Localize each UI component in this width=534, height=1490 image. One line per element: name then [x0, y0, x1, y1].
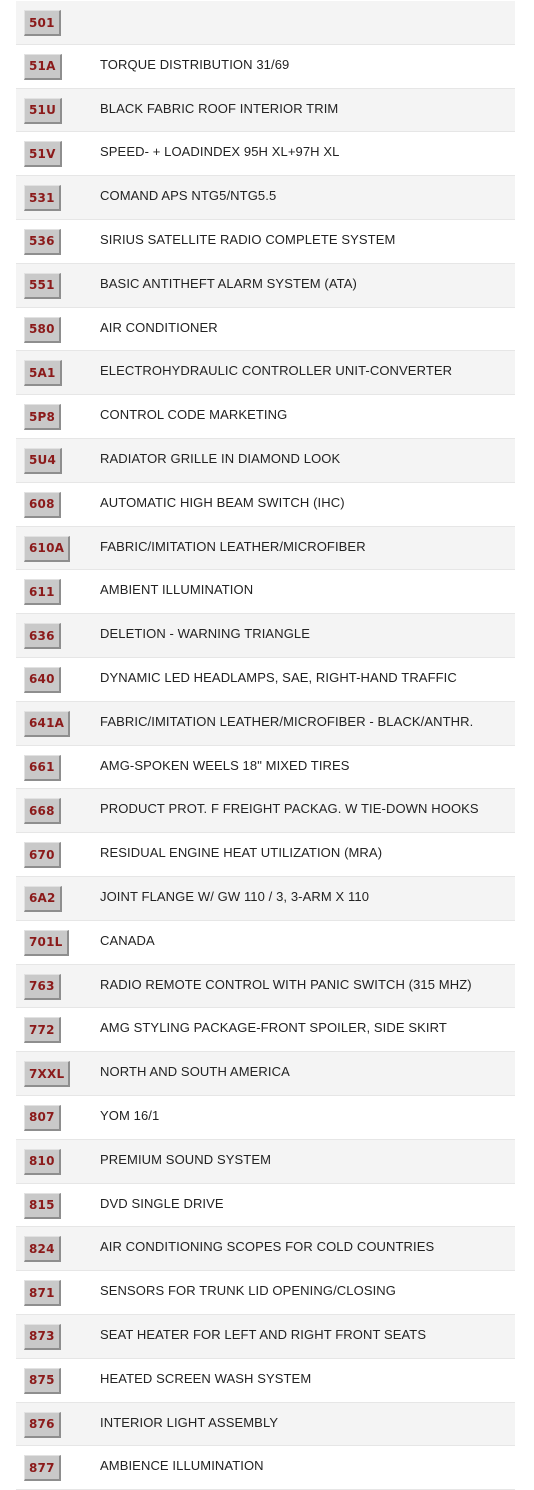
- option-code-button[interactable]: 531: [24, 185, 61, 211]
- table-row: [16, 570, 515, 614]
- table-row: [16, 1140, 515, 1184]
- option-description: CANADA: [100, 932, 155, 948]
- table-row: [16, 877, 515, 921]
- option-code-button[interactable]: 810: [24, 1149, 61, 1175]
- option-code-button[interactable]: 877: [24, 1455, 61, 1481]
- table-row: [16, 1359, 515, 1403]
- option-code-button[interactable]: 6A2: [24, 886, 62, 912]
- table-row: [16, 1096, 515, 1140]
- table-row: [16, 789, 515, 833]
- table-row: [16, 89, 515, 133]
- table-row: [16, 351, 515, 395]
- option-code-button[interactable]: 670: [24, 842, 61, 868]
- option-description: RADIO REMOTE CONTROL WITH PANIC SWITCH (315 MHZ): [100, 976, 472, 992]
- option-description: RADIATOR GRILLE IN DIAMOND LOOK: [100, 450, 341, 466]
- table-row: [16, 264, 515, 308]
- option-description: RESIDUAL ENGINE HEAT UTILIZATION (MRA): [100, 845, 383, 861]
- option-code-button[interactable]: 5A1: [24, 360, 62, 386]
- table-row: [16, 614, 515, 658]
- table-row: [16, 1052, 515, 1096]
- option-description: BLACK FABRIC ROOF INTERIOR TRIM: [100, 100, 339, 116]
- option-description: CONTROL CODE MARKETING: [100, 407, 288, 423]
- option-description: PRODUCT PROT. F FREIGHT PACKAG. W TIE-DOWN HOOKS: [100, 801, 479, 817]
- table-row: [16, 527, 515, 571]
- option-description: SPEED- + LOADINDEX 95H XL+97H XL: [100, 144, 340, 160]
- table-row: [16, 1, 515, 45]
- option-description: AMBIENT ILLUMINATION: [100, 582, 254, 598]
- option-code-button[interactable]: 807: [24, 1105, 61, 1131]
- option-code-button[interactable]: 580: [24, 317, 61, 343]
- option-description: JOINT FLANGE W/ GW 110 / 3, 3-ARM X 110: [100, 888, 370, 904]
- option-description: AUTOMATIC HIGH BEAM SWITCH (IHC): [100, 494, 345, 510]
- option-code-button[interactable]: 824: [24, 1236, 61, 1262]
- table-row: [16, 132, 515, 176]
- option-description: ELECTROHYDRAULIC CONTROLLER UNIT-CONVERTER: [100, 363, 453, 379]
- option-code-button[interactable]: 668: [24, 798, 61, 824]
- option-code-button[interactable]: 873: [24, 1324, 61, 1350]
- table-row: [16, 1227, 515, 1271]
- table-row: [16, 1271, 515, 1315]
- option-code-button[interactable]: 641A: [24, 711, 70, 737]
- option-code-button[interactable]: 51A: [24, 54, 62, 80]
- option-code-button[interactable]: 871: [24, 1280, 61, 1306]
- option-description: AMG-SPOKEN WEELS 18" MIXED TIRES: [100, 757, 350, 773]
- table-row: [16, 921, 515, 965]
- table-row: [16, 1008, 515, 1052]
- option-code-button[interactable]: 875: [24, 1368, 61, 1394]
- option-code-button[interactable]: 51U: [24, 98, 62, 124]
- option-description: SIRIUS SATELLITE RADIO COMPLETE SYSTEM: [100, 231, 396, 247]
- option-code-button[interactable]: 608: [24, 492, 61, 518]
- option-code-button[interactable]: 7XXL: [24, 1061, 70, 1087]
- option-code-button[interactable]: 5U4: [24, 448, 62, 474]
- option-description: SENSORS FOR TRUNK LID OPENING/CLOSING: [100, 1283, 397, 1299]
- option-code-button[interactable]: 661: [24, 755, 61, 781]
- option-description: AIR CONDITIONER: [100, 319, 218, 335]
- option-code-button[interactable]: 772: [24, 1017, 61, 1043]
- table-row: [16, 439, 515, 483]
- option-description: DVD SINGLE DRIVE: [100, 1195, 224, 1211]
- table-row: [16, 658, 515, 702]
- option-description: PREMIUM SOUND SYSTEM: [100, 1151, 272, 1167]
- option-description: DYNAMIC LED HEADLAMPS, SAE, RIGHT-HAND TRAFFIC: [100, 669, 457, 685]
- option-code-button[interactable]: 640: [24, 667, 61, 693]
- option-description: FABRIC/IMITATION LEATHER/MICROFIBER: [100, 538, 366, 554]
- table-row: [16, 833, 515, 877]
- option-code-button[interactable]: 501: [24, 10, 61, 36]
- table-row: [16, 483, 515, 527]
- option-code-button[interactable]: 610A: [24, 536, 70, 562]
- table-row: [16, 1184, 515, 1228]
- option-code-button[interactable]: 611: [24, 579, 61, 605]
- option-code-button[interactable]: 636: [24, 623, 61, 649]
- option-code-button[interactable]: 51V: [24, 141, 62, 167]
- option-code-button[interactable]: 701L: [24, 930, 69, 956]
- option-description: INTERIOR LIGHT ASSEMBLY: [100, 1414, 279, 1430]
- option-code-button[interactable]: 876: [24, 1412, 61, 1438]
- option-description: AMG STYLING PACKAGE-FRONT SPOILER, SIDE SKIRT: [100, 1020, 447, 1036]
- option-description: COMAND APS NTG5/NTG5.5: [100, 188, 277, 204]
- table-row: [16, 1446, 515, 1490]
- table-row: [16, 1403, 515, 1447]
- option-code-button[interactable]: 763: [24, 974, 61, 1000]
- option-description: DELETION - WARNING TRIANGLE: [100, 626, 311, 642]
- option-code-button[interactable]: 551: [24, 273, 61, 299]
- option-description: YOM 16/1: [100, 1107, 160, 1123]
- table-row: [16, 176, 515, 220]
- option-description: AIR CONDITIONING SCOPES FOR COLD COUNTRIES: [100, 1239, 435, 1255]
- option-codes-table: [16, 1, 515, 1490]
- table-row: [16, 702, 515, 746]
- option-description: AMBIENCE ILLUMINATION: [100, 1458, 264, 1474]
- option-description: BASIC ANTITHEFT ALARM SYSTEM (ATA): [100, 275, 357, 291]
- option-code-button[interactable]: 536: [24, 229, 61, 255]
- table-row: [16, 308, 515, 352]
- option-description: SEAT HEATER FOR LEFT AND RIGHT FRONT SEATS: [100, 1326, 427, 1342]
- option-description: FABRIC/IMITATION LEATHER/MICROFIBER - BLACK/ANTHR.: [100, 713, 474, 729]
- table-row: [16, 395, 515, 439]
- option-description: TORQUE DISTRIBUTION 31/69: [100, 56, 290, 72]
- table-row: [16, 220, 515, 264]
- table-row: [16, 1315, 515, 1359]
- option-code-button[interactable]: 5P8: [24, 404, 61, 430]
- option-description: NORTH AND SOUTH AMERICA: [100, 1064, 290, 1080]
- option-description: HEATED SCREEN WASH SYSTEM: [100, 1370, 312, 1386]
- table-row: [16, 45, 515, 89]
- table-row: [16, 746, 515, 790]
- table-row: [16, 965, 515, 1009]
- option-code-button[interactable]: 815: [24, 1193, 61, 1219]
